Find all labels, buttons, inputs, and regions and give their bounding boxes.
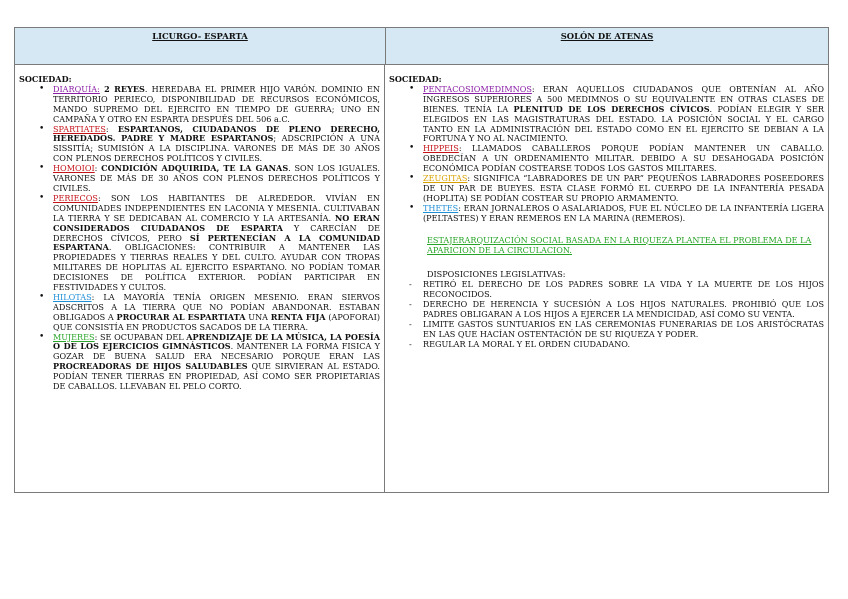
section-title: SOCIEDAD: [389,74,442,84]
term-label: PENTACOSIOMEDIMNOS [423,83,532,94]
bold-text: NO ERAN CONSIDERADOS CIUDADANOS DE ESPARTA [53,212,380,233]
bold-text: APRENDIZAJE DE LA MÚSICA, LA POESÍA O DE LOS EJERCICIOS GIMNÁSTICOS [53,331,380,352]
bold-text: PROCURAR AL ESPARTIATA [116,311,246,322]
table-body-row [15,65,828,492]
list-item: • ZEUGITAS: SIGNIFICA “LABRADORES DE UN PAR” PEQUEÑOS LABRADORES POSEEDORES DE UN PAR DE BUEYES. ESTA CLASE FORMÓ EL CUERPO DE LA INFANTERÍA PESADA (HOPLITA) SE PODÍAN COSTEAR SU PROPIO ARMAMENTO. [423,174,824,204]
list-item: • SPARTIATES: ESPARTANOS, CIUDADANOS DE PLENO DERECHO, HEREDADOS. PADRE Y MADRE ESPARTANOS; ADSCRIPCIÓN A UNA SISSITÍA; SUMISIÓN A LA DISCIPLINA. VARONES DE MÁS DE 30 AÑOS CON PLENOS DERECHOS POLÍTICOS Y CIVILES. [53,125,380,165]
list-item: • PENTACOSIOMEDIMNOS: ERAN AQUELLOS CIUDADANOS QUE OBTENÍAN AL AÑO INGRESOS SUPERIORES A 500 MEDIMNOS O SU EQUIVALENTE EN OTRAS CLASES DE BIENES. TENÍA LA PLENITUD DE LOS DERECHOS CÍVICOS. PODÍAN ELEGIR Y SER ELEGIDOS EN LAS MAGISTRATURAS DEL ESTADO. LA POSICIÓN SOCIAL Y EL CARGO TANTO EN LA ADMINISTRACIÓN DEL ESTADO COMO EN EL EJERCITO SE DEBIAN A LA FORTUNA Y NO AL NACIMIENTO. [423,85,824,144]
list-item: • HOMOIOI: CONDICIÓN ADQUIRIDA, TE LA GANAS. SON LOS IGUALES. VARONES DE MÁS DE 30 AÑOS CON PLENOS DERECHOS POLÍTICOS Y CIVILES. [53,164,380,194]
esparta-list [19,85,380,392]
green-note: ESTAJERARQUIZACIÓN SOCIAL BASADA EN LA RIQUEZA PLANTEA EL PROBLEMA DE LA APARICION DE LA CIRCULACION. [427,234,812,255]
term-label: THETES [423,202,459,213]
disp-list [389,280,824,349]
term-label: SPARTIATES [53,123,106,134]
list-item: • PERIECOS: SON LOS HABITANTES DE ALREDEDOR. VIVÍAN EN COMUNIDADES INDEPENDIENTES EN LACONIA Y MESENIA. CULTIVABAN LA TIERRA Y SE DEDICABAN AL COMERCIO Y LA ARTESANÍA. NO ERAN CONSIDERADOS CIUDADANOS DE ESPARTA Y CARECÍAN DE DERECHOS CÍVICOS, PERO SÍ PERTENECÍAN A LA COMUNIDAD ESPARTANA. OBLIGACIONES: CONTRIBUIR A MANTENER LAS PROPIEDADES Y TIERRAS REALES Y DEL CULTO. AYUDAR CON TROPAS MILITARES DE HOPLITAS AL EJERCITO ESPARTANO. NO PODÍAN TOMAR DECISIONES DE POLÍTICA EXTERIOR. PODÍAN PARTICIPAR EN FESTIVIDADES Y CULTOS. [53,194,380,293]
bold-text: 2 REYES [104,83,145,94]
list-item: - DERECHO DE HERENCIA Y SUCESIÓN A LOS HIJOS NATURALES. PROHIBIÓ QUE LOS PADRES OBLIGARAN A LOS HIJOS A EJERCER LA MENDICIDAD, ASÍ COMO SU VENTA. [423,300,824,320]
table-header-row [15,28,828,65]
section-title: SOCIEDAD: [19,74,72,84]
bold-text: CONDICIÓN ADQUIRIDA, TE LA GANAS [101,163,289,174]
disp-title: DISPOSICIONES LEGISLATIVAS: [427,269,566,280]
bold-text: ESPARTANOS, CIUDADANOS DE PLENO DERECHO, HEREDADOS. PADRE Y MADRE ESPARTANOS [53,123,380,144]
term-label: HOMOIOI [53,163,95,174]
comparison-table [14,27,829,493]
bold-text: RENTA FIJA [270,311,326,322]
list-item: - REGULAR LA MORAL Y EL ORDEN CIUDADANO. [423,340,824,350]
list-item: - LIMITE GASTOS SUNTUARIOS EN LAS CEREMONIAS FUNERARIAS DE LOS ARISTÓCRATAS EN LAS QUE HACÍAN OSTENTACIÓN DE SU RIQUEZA Y PODER. [423,320,824,340]
bold-text: SÍ PERTENECÍAN A LA COMUNIDAD ESPARTANA [53,232,380,253]
list-item: - RETIRÓ EL DERECHO DE LOS PADRES SOBRE LA VIDA Y LA MUERTE DE LOS HIJOS RECONOCIDOS. [423,280,824,300]
term-label: DIARQUÍA: [53,83,100,94]
bold-text: PLENITUD DE LOS DERECHOS CÍVICOS [513,103,710,114]
term-label: HILOTAS [53,291,92,302]
column-esparta [15,65,385,492]
term-label: HIPPEIS [423,143,459,154]
header-solon: SOLÓN DE ATENAS [560,31,654,41]
list-item: • MUJERES: SE OCUPABAN DEL APRENDIZAJE DE LA MÚSICA, LA POESÍA O DE LOS EJERCICIOS GIMNÁSTICOS. MANTENER LA FORMA FISICA Y GOZAR DE BUENA SALUD ERA NECESARIO PORQUE ERAN LAS PROCREADORAS DE HIJOS SALUDABLES QUE SIRVIERAN AL ESTADO. PODÍAN TENER TIERRAS EN PROPIEDAD, ASÍ COMO SER PROPIETARIAS DE CABALLOS. LLEVABAN EL PELO CORTO. [53,333,380,392]
atenas-list [389,85,824,224]
term-label: MUJERES [53,331,95,342]
header-licurgo: LICURGO- ESPARTA [15,28,386,64]
bold-text: PROCREADORAS DE HIJOS SALUDABLES [53,361,248,372]
list-item: • DIARQUÍA: 2 REYES. HEREDABA EL PRIMER HIJO VARÓN. DOMINIO EN TERRITORIO PERIECO, DISPONIBILIDAD DE RECURSOS ECONÓMICOS, MANDO SUPREMO DEL EJERCITO EN TIEMPO DE GUERRA; UNO EN CAMPAÑA Y OTRO EN ESPARTA DESPUÉS DEL 506 a.C. [53,85,380,125]
list-item: • HILOTAS: LA MAYORÍA TENÍA ORIGEN MESENIO. ERAN SIERVOS ADSCRITOS A LA TIERRA QUE NO PODÍAN ABANDONAR. ESTABAN OBLIGADOS A PROCURAR AL ESPARTIATA UNA RENTA FIJA (APOFORAI) QUE CONSISTÍA EN PRODUCTOS SACADOS DE LA TIERRA. [53,293,380,333]
term-label: ZEUGITAS [423,173,468,184]
term-label: PERIECOS [53,192,98,203]
column-atenas [385,65,828,492]
list-item: • HIPPEIS: LLAMADOS CABALLEROS PORQUE PODÍAN MANTENER UN CABALLO. OBEDECÍAN A UN ORDENAMIENTO MILITAR. DEBIDO A SU DESAHOGADA POSICIÓN ECONÓMICA PODÍAN COSTEARSE TODOS LOS GASTOS MILITARES. [423,144,824,174]
list-item: • THETES: ERAN JORNALEROS O ASALARIADOS, FUE EL NÚCLEO DE LA INFANTERÍA LIGERA (PELTASTES) Y ERAN REMEROS EN LA MARINA (REMEROS). [423,204,824,224]
